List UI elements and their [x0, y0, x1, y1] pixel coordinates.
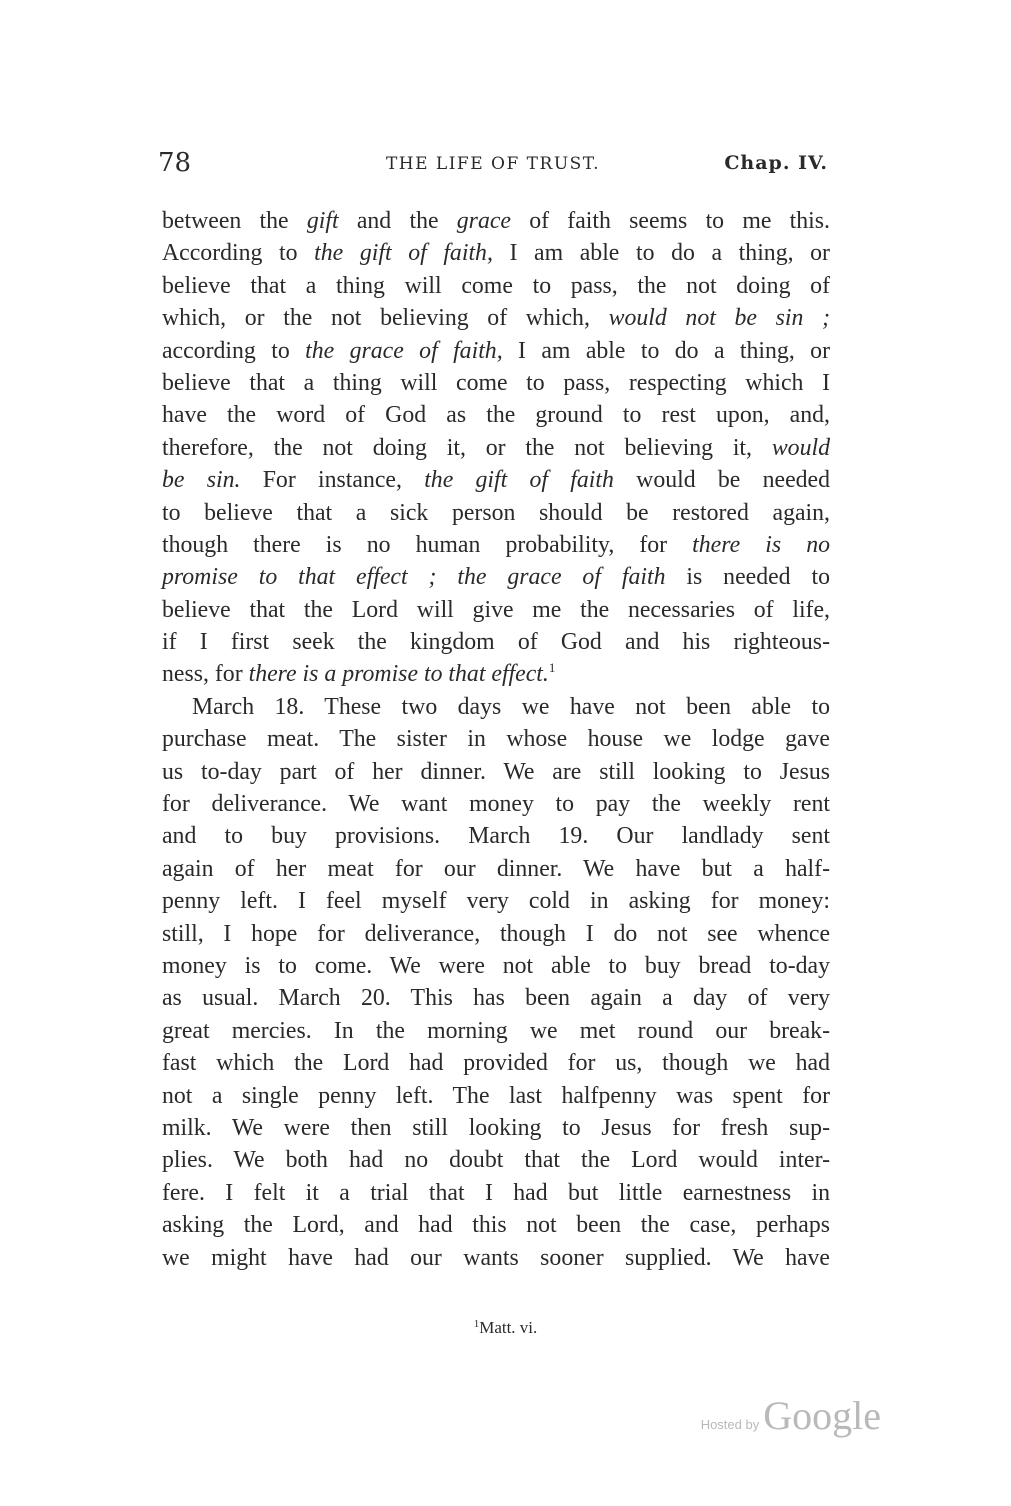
text-line — [162, 658, 830, 690]
text-run: I am able to do a thing, or — [492, 240, 830, 267]
footnote — [0, 1318, 1011, 1338]
italic-phrase: the gift of faith — [424, 467, 614, 494]
text-run: have the word of God as the ground to rest upon, and, — [162, 402, 830, 429]
text-run: which, or the not believing of which, — [162, 305, 609, 332]
italic-phrase: there is no — [692, 531, 830, 558]
text-run: believe that a thing will come to pass, respecting which I — [162, 369, 830, 396]
text-run: of faith seems to me this. — [510, 208, 830, 234]
text-run: is needed to — [665, 564, 830, 591]
footnote-reference: 1 — [548, 660, 556, 676]
page-number: 78 — [158, 148, 192, 178]
text-run: plies. We both had no doubt that the Lord would inter- — [162, 1147, 830, 1174]
text-line — [162, 1015, 830, 1047]
text-run: for deliverance. We want money to pay the weekly rent — [162, 791, 830, 818]
text-run: and the — [338, 208, 457, 234]
text-line — [162, 1242, 830, 1274]
text-line — [162, 1177, 830, 1209]
page-header — [158, 148, 828, 188]
text-line — [162, 820, 830, 852]
text-run: fast which the Lord had provided for us, though we had — [162, 1050, 830, 1077]
text-run: I am able to do a thing, or — [502, 337, 830, 364]
text-line — [162, 723, 830, 755]
footnote-mark: 1 — [473, 1318, 480, 1330]
text-line — [162, 1080, 830, 1112]
text-run: asking the Lord, and had this not been the case, perhaps — [162, 1212, 830, 1239]
text-run: us to-day part of her dinner. We are still looking to Jesus — [162, 758, 830, 785]
text-run: penny left. I feel myself very cold in asking for money: — [162, 888, 830, 915]
watermark-prefix: Hosted by — [700, 1417, 760, 1432]
text-line — [162, 237, 830, 269]
italic-phrase: grace — [456, 208, 511, 234]
text-line — [162, 594, 830, 626]
text-line — [162, 756, 830, 788]
italic-phrase: would — [771, 434, 830, 461]
text-line — [162, 205, 830, 237]
italic-phrase: the gift of faith, — [314, 240, 493, 267]
hosted-by-google-watermark — [701, 1392, 881, 1439]
text-run: according to — [162, 337, 306, 364]
google-logo: Google — [763, 1393, 881, 1438]
text-run: milk. We were then still looking to Jesus for fresh sup- — [162, 1114, 830, 1141]
text-run: purchase meat. The sister in whose house we lodge gave — [162, 726, 830, 753]
text-line — [162, 302, 830, 334]
text-run: believe that a thing will come to pass, the not doing of — [162, 272, 830, 299]
text-run: still, I hope for deliverance, though I do not see whence — [162, 920, 830, 947]
text-run: great mercies. In the morning we met round our break- — [162, 1017, 830, 1044]
text-run: fere. I felt it a trial that I had but little earnestness in — [162, 1179, 830, 1206]
text-line — [162, 1209, 830, 1241]
text-line — [162, 561, 830, 593]
text-run: we might have had our wants sooner supplied. We have — [162, 1244, 830, 1271]
body-text — [162, 205, 830, 1274]
footnote-text: Matt. vi. — [479, 1318, 538, 1337]
italic-phrase: gift — [306, 208, 339, 234]
text-line — [162, 853, 830, 885]
text-line — [162, 367, 830, 399]
text-run: would be needed — [613, 467, 831, 494]
text-line — [162, 432, 830, 464]
text-run: as usual. March 20. This has been again a day of very — [162, 985, 830, 1012]
text-line — [162, 497, 830, 529]
text-line — [162, 788, 830, 820]
italic-phrase: the grace of faith, — [305, 337, 503, 364]
text-line — [162, 1112, 830, 1144]
italic-phrase: be sin. — [162, 467, 241, 494]
italic-phrase: would not be sin ; — [608, 305, 830, 332]
text-run: again of her meat for our dinner. We have but a half- — [162, 855, 830, 882]
text-line — [162, 691, 830, 723]
text-run: According to — [162, 240, 315, 267]
italic-phrase: there is a promise to that effect. — [248, 661, 549, 688]
italic-phrase: the grace of faith — [457, 564, 666, 591]
text-line — [162, 982, 830, 1014]
text-run: though there is no human probability, for — [162, 531, 693, 558]
text-line — [162, 529, 830, 561]
text-run: if I first seek the kingdom of God and his righteous- — [162, 629, 830, 656]
text-line — [162, 918, 830, 950]
text-line — [162, 335, 830, 367]
text-run: and to buy provisions. March 19. Our landlady sent — [162, 823, 830, 850]
text-run — [436, 564, 457, 590]
text-run: to believe that a sick person should be restored again, — [162, 499, 830, 526]
text-line — [162, 399, 830, 431]
text-run: between the — [162, 208, 307, 234]
text-line — [162, 270, 830, 302]
italic-phrase: promise to that effect ; — [162, 564, 437, 591]
text-run: therefore, the not doing it, or the not believing it, — [162, 434, 772, 461]
text-line — [162, 464, 830, 496]
text-run: March 18. These two days we have not been able to — [192, 693, 830, 720]
running-title: THE LIFE OF TRUST. — [385, 154, 601, 174]
text-line — [162, 885, 830, 917]
text-run: ness, for — [162, 661, 249, 688]
text-line — [162, 1144, 830, 1176]
text-line — [162, 1047, 830, 1079]
text-line — [162, 950, 830, 982]
chapter-label: Chap. IV. — [724, 152, 828, 174]
text-line — [162, 626, 830, 658]
text-run: not a single penny left. The last halfpenny was spent for — [162, 1082, 830, 1109]
text-run: For instance, — [240, 467, 425, 494]
text-run: believe that the Lord will give me the necessaries of life, — [162, 596, 830, 623]
text-run: money is to come. We were not able to buy bread to-day — [162, 952, 830, 979]
